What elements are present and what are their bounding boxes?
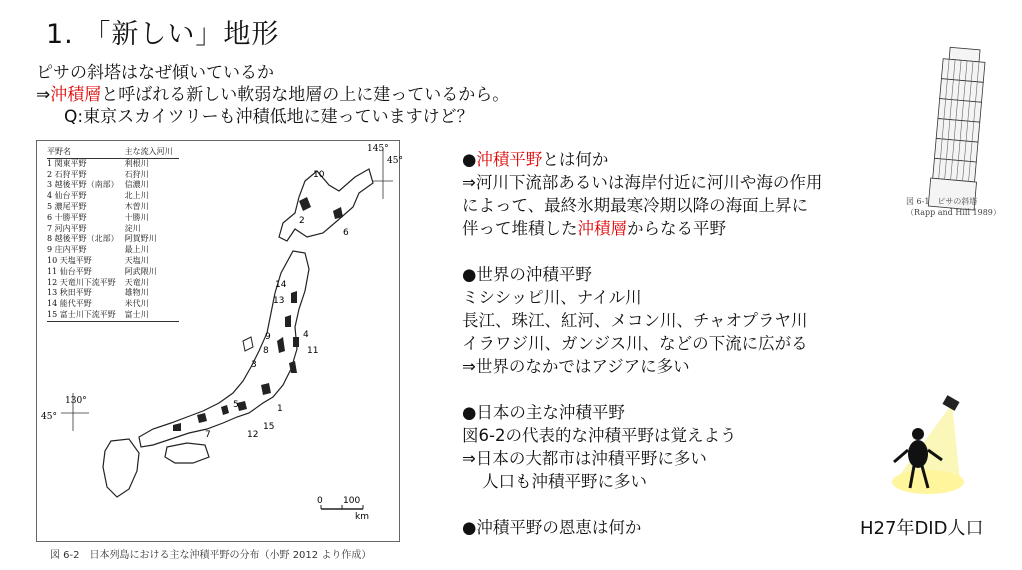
legend-plain-name: 6 十勝平野 [47,212,87,222]
lat-label-45-left: 45° [41,412,57,422]
legend-plain-name: 13 秋田平野 [47,288,92,298]
legend-river-name: 利根川 [124,158,149,168]
map-caption: 図 6-2 日本列島における主な沖積平野の分布（小野 2012 より作成） [50,550,372,561]
lon-label-145: 145° [367,144,389,154]
legend-plain-name: 10 天塩平野 [47,255,92,265]
text-line: 図6-2の代表的な沖積平野は覚えよう [462,426,737,445]
region-number: 4 [303,330,309,340]
legend-plain-name: 9 庄内平野 [47,245,87,255]
legend-river-name: 雄物川 [124,288,149,298]
region-number: 5 [233,400,239,410]
region-number: 13 [273,296,285,306]
lon-label-130: 130° [65,396,87,406]
region-number: 1 [277,404,283,414]
legend-river-name: 北上川 [124,191,149,201]
legend-header-plain: 平野名 [47,147,125,158]
section-japan: ●日本の主な沖積平野 [462,403,625,422]
region-number: 7 [205,430,211,440]
legend-plain-name: 14 能代平野 [47,299,92,309]
region-number: 9 [265,332,271,342]
intro-q: Q:東京スカイツリーも沖積低地に建っていますけど？ [64,107,474,127]
legend-plain-name: 3 越後平野（南部） [47,180,119,190]
text-line: ⇒日本の大都市は沖積平野に多い [462,449,707,468]
region-number: 12 [247,430,259,440]
region-number: 11 [307,346,319,356]
section-benefit: ●沖積平野の恩恵は何か [462,518,642,537]
legend-river-name: 十勝川 [124,212,149,222]
region-number: 3 [251,360,257,370]
text-line: 人口も沖積平野に多い [482,472,647,491]
explanation-block [462,148,902,539]
scale-unit: km [355,512,369,522]
legend-river-name: 富士川 [125,310,179,321]
legend-river-name: 木曽川 [124,201,149,211]
scale-zero: 0 [317,496,323,506]
intro-question: ピサの斜塔はなぜ傾いているか [36,63,274,83]
legend-plain-name: 4 仙台平野 [47,191,87,201]
legend-river-name: 米代川 [124,299,149,309]
text-line: 長江、珠江、紅河、メコン川、チャオプラヤ川 [462,311,808,330]
legend-river-name: 最上川 [124,245,149,255]
legend-header-river: 主な流入河川 [125,147,179,158]
legend-river-name: 阿賀野川 [124,234,157,244]
legend-river-name: 阿武隈川 [124,266,157,276]
text-line: ⇒河川下流部あるいは海岸付近に河川や海の作用 [462,173,823,192]
lat-label-45-right: 45° [387,156,403,166]
region-number: 10 [313,170,325,180]
text-line: 伴って堆積した沖積層からなる平野 [462,219,726,238]
japan-plains-map [36,140,403,542]
legend-plain-name: 12 天竜川下流平野 [47,277,116,287]
text-line: イラワジ川、ガンジス川、などの下流に広がる [462,334,808,353]
did-population-label: H27年DID人口 [860,518,984,539]
legend-plain-name: 8 越後平野（北部） [47,234,119,244]
legend-river-name: 信濃川 [124,180,149,190]
slide-title: 1. 「新しい」地形 [46,19,280,50]
legend-plain-name: 7 河内平野 [47,223,87,233]
legend-plain-name: 11 仙台平野 [47,266,92,276]
legend-plain-name: 1 関東平野 [47,158,87,168]
region-number: 8 [263,346,269,356]
text-line: によって、最終氷期最寒冷期以降の海面上昇に [462,196,809,215]
region-number: 15 [263,422,275,432]
region-number: 6 [343,228,349,238]
legend-plain-name: 5 濃尾平野 [47,201,87,211]
scale-hundred: 100 [343,496,361,506]
region-number: 14 [275,280,287,290]
legend-river-name: 石狩川 [124,169,149,179]
spotlight-figure-icon [866,396,966,506]
legend-plain-name: 15 富士川下流平野 [47,310,125,321]
pisa-caption: 図 6-1 ピサの斜塔 （Rapp and Hill 1989） [906,197,1001,217]
intro-block [36,62,509,128]
highlight-term: 沖積層 [50,85,102,105]
legend-river-name: 淀川 [124,223,141,233]
region-number: 2 [299,216,305,226]
legend-plain-name: 2 石狩平野 [47,169,87,179]
section-world: ●世界の沖積平野 [462,265,592,284]
legend-river-name: 天竜川 [124,277,149,287]
text-line: ミシシッピ川、ナイル川 [462,288,642,307]
intro-answer: ⇒沖積層と呼ばれる新しい軟弱な地層の上に建っているから。 [36,85,510,105]
japan-outline-map [37,141,403,541]
text-line: ⇒世界のなかではアジアに多い [462,357,690,376]
legend-river-name: 天塩川 [124,255,149,265]
section-alluvial-plain: ●沖積平野とは何か [462,150,609,169]
